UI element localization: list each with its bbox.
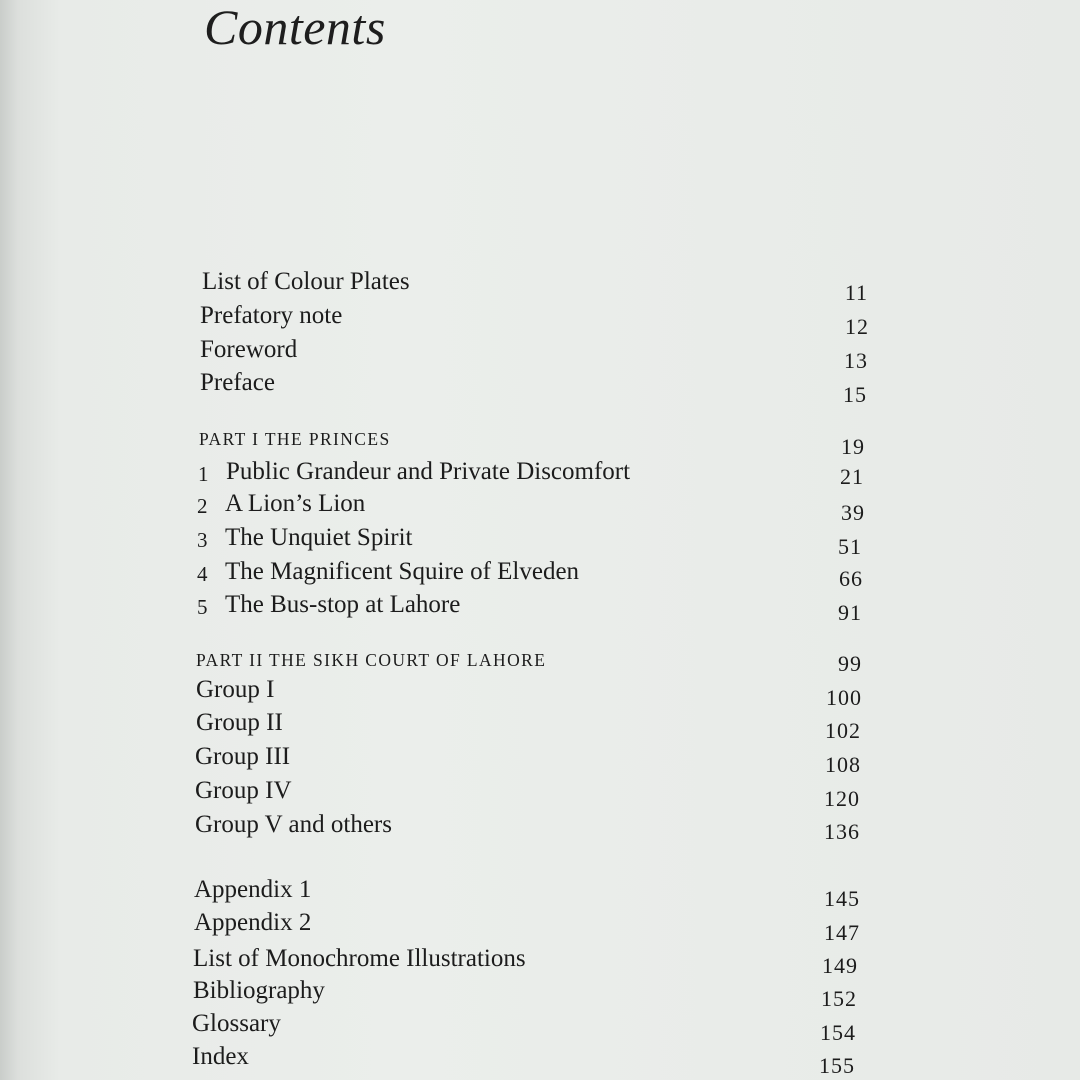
toc-entry-label: Group V and others xyxy=(195,811,392,838)
part-heading: PART I THE PRINCES xyxy=(199,429,391,449)
toc-page-number: 11 xyxy=(844,280,868,305)
part-heading: PART II THE SIKH COURT OF LAHORE xyxy=(196,650,547,670)
toc-page-number: 66 xyxy=(839,566,863,591)
page-title: Contents xyxy=(204,0,386,55)
chapter-number: 2 xyxy=(197,494,208,518)
chapter-number: 5 xyxy=(197,595,208,619)
toc-page-number: 99 xyxy=(838,651,862,676)
chapter-number: 3 xyxy=(197,528,208,552)
toc-entry-label: Group III xyxy=(195,743,291,770)
toc-page-number: 136 xyxy=(824,819,860,844)
toc-page-number: 154 xyxy=(820,1020,856,1045)
toc-entry-label: Preface xyxy=(200,369,275,396)
toc-page-number: 91 xyxy=(838,600,862,625)
toc-entry-label: Group IV xyxy=(195,777,292,804)
toc-page-number: 147 xyxy=(824,920,860,945)
toc-page-number: 15 xyxy=(843,382,867,407)
toc-page-number: 108 xyxy=(825,752,861,777)
chapter-number: 1 xyxy=(198,462,209,486)
toc-entry-label: The Bus-stop at Lahore xyxy=(225,591,461,618)
show-through-text xyxy=(505,4,516,51)
toc-page-number: 155 xyxy=(819,1053,855,1078)
toc-entry-label: List of Monochrome Illustrations xyxy=(193,945,526,972)
toc-page-number: 100 xyxy=(826,685,862,710)
toc-entry-label: Group I xyxy=(196,676,275,703)
toc-entry-label: The Unquiet Spirit xyxy=(225,524,413,551)
chapter-number: 4 xyxy=(197,562,208,586)
toc-page-number: 145 xyxy=(824,886,860,911)
toc-entry-label: List of Colour Plates xyxy=(202,268,410,295)
toc-entry-label: Public Grandeur and Private Discomfort xyxy=(226,458,631,485)
toc-entry-label: The Magnificent Squire of Elveden xyxy=(225,558,580,585)
toc-entry-label: Appendix 2 xyxy=(194,909,312,936)
toc-entry-label: Appendix 1 xyxy=(194,876,312,903)
toc-page-number: 102 xyxy=(825,718,861,743)
toc-page-number: 21 xyxy=(840,464,864,489)
toc-entry-label: Prefatory note xyxy=(200,302,343,329)
toc-page-number: 51 xyxy=(838,534,862,559)
toc-entry-label: Glossary xyxy=(192,1010,281,1037)
toc-entry-label: Foreword xyxy=(200,336,298,363)
toc-page-number: 12 xyxy=(845,314,869,339)
toc-entry-label: A Lion’s Lion xyxy=(225,490,366,517)
toc-entry-label: Index xyxy=(192,1043,249,1070)
toc-entry-label: Group II xyxy=(196,709,283,736)
toc-page-number: 149 xyxy=(822,953,858,978)
toc-page-number: 13 xyxy=(844,348,868,373)
toc-page-number: 152 xyxy=(821,986,857,1011)
toc-page-number: 120 xyxy=(824,786,860,811)
toc-entry-label: Bibliography xyxy=(193,977,325,1004)
toc-page-number: 19 xyxy=(841,434,865,459)
toc-page-number: 39 xyxy=(841,500,865,525)
